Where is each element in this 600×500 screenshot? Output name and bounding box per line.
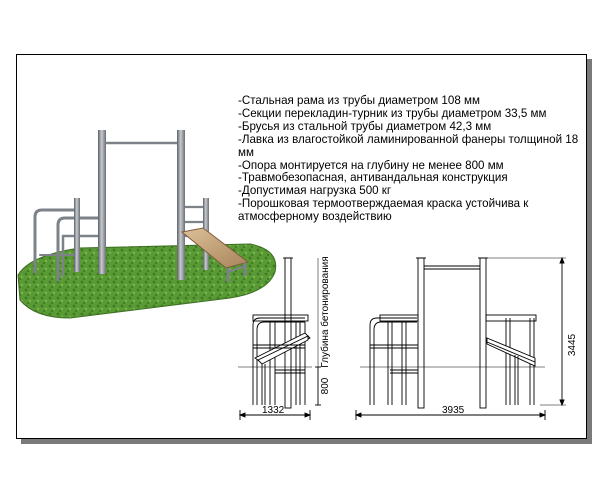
spec-item: -Брусья из стальной трубы диаметром 42,3 мм	[238, 119, 492, 133]
dim-height: 3445	[567, 333, 578, 357]
front-view-drawing	[356, 258, 566, 420]
spec-item: -Стальная рама из трубы диаметром 108 мм	[238, 94, 480, 107]
spec-item: -Травмобезопасная, антивандальная конструкция	[238, 171, 508, 185]
pillar-render-left	[98, 130, 106, 274]
spec-item: -Секции перекладин-турник из трубы диаметром 33,5 мм	[238, 106, 547, 120]
concrete-depth-label: Глубина бетонирования	[320, 256, 331, 368]
spec-item: -Лавка из влагостойкой ламинированной фанеры толщиной 18 мм	[238, 132, 579, 159]
specifications-list	[238, 95, 583, 224]
spec-item: -Допустимая нагрузка 500 кг	[238, 184, 392, 198]
dim-depth: 800	[320, 377, 331, 395]
pillar-render-right	[177, 130, 185, 280]
spec-item: -Порошковая термоотверждаемая краска устойчива к атмосферному воздействию	[238, 197, 529, 224]
dim-width-front: 3935	[442, 405, 465, 416]
post-render	[74, 198, 80, 272]
dim-width-side: 1332	[262, 405, 285, 416]
spec-item: -Опора монтируется на глубину не менее 800 мм	[238, 158, 504, 172]
